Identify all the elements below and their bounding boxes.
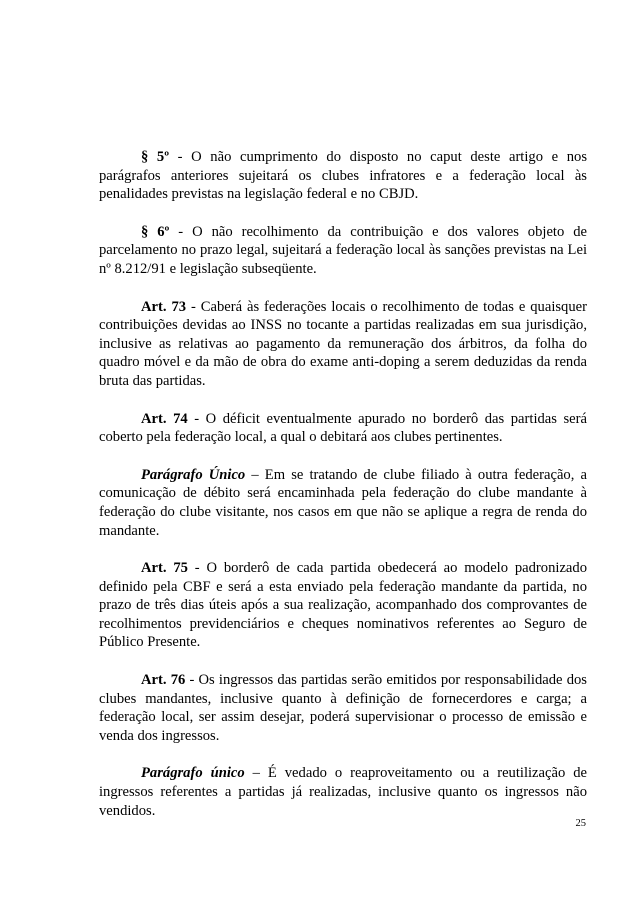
paragraph-section-6 — [99, 223, 587, 279]
paragraph-article-74 — [99, 410, 587, 447]
paragraph-text: – É vedado o reaproveitamento ou a reutilização de ingressos referentes a partidas já realizadas, inclusive quanto os ingressos não vendidos. — [99, 765, 588, 819]
paragraph-text: - O déficit eventualmente apurado no borderô das partidas será coberto pela federação local, a qual o debitará aos clubes pertinentes. — [99, 410, 587, 446]
paragraph-article-76 — [99, 671, 587, 745]
paragraph-text: – Em se tratando de clube filiado à outra federação, a comunicação de débito será encaminhada pela federação do clube mandante à federação do clube visitante, nos casos em que não se aplique a regra de renda do mandante. — [99, 466, 587, 539]
paragraph-label: Art. 76 — [141, 672, 186, 689]
paragraph-text: - O não recolhimento da contribuição e dos valores objeto de parcelamento no prazo legal, sujeitará a federação local às sanções previstas na Lei nº 8.212/91 e legislação subseqüente. — [99, 223, 587, 277]
paragraph-label: Parágrafo único — [141, 765, 245, 782]
paragraph-article-73 — [99, 298, 587, 391]
paragraph-label: § 6º — [141, 223, 170, 240]
paragraph-text: - Caberá às federações locais o recolhimento de todas e quaisquer contribuições devidas ao INSS no tocante a partidas realizadas em sua jurisdição, inclusive as relativas ao pagamento da remuneração dos árbitros, da folha do quadro móvel e da mão de obra do exame anti-doping a serem deduzidas da renda bruta das partidas. — [99, 298, 587, 389]
paragraph-label: Parágrafo Único — [141, 466, 246, 483]
paragraph-label: Art. 74 — [141, 410, 188, 427]
paragraph-section-5 — [99, 148, 587, 204]
paragraph-text: - Os ingressos das partidas serão emitidos por responsabilidade dos clubes mandantes, inclusive quanto à definição de fornecerdores e carga; a federação local, ser assim desejar, poderá supervisionar o processo de emissão e venda dos ingressos. — [99, 672, 587, 744]
paragraph-label: Art. 75 — [141, 560, 188, 577]
page-number: 25 — [575, 818, 586, 829]
paragraph-label: Art. 73 — [141, 298, 187, 315]
paragraph-article-75 — [99, 559, 587, 652]
paragraph-sole-paragraph-74 — [99, 466, 587, 540]
document-body — [99, 148, 587, 839]
paragraph-sole-paragraph-76 — [99, 764, 587, 820]
paragraph-text: - O borderô de cada partida obedecerá ao modelo padronizado definido pela CBF e será a esta enviado pela federação mandante da partida, no prazo de três dias úteis após a sua realização, acompanhado dos comprovantes de recolhimentos previdenciários e cheques nominativos referentes ao Seguro de Público Presente. — [99, 560, 587, 651]
paragraph-label: § 5º — [141, 149, 170, 165]
paragraph-text: - O não cumprimento do disposto no caput deste artigo e nos parágrafos anteriores sujeitará os clubes infratores e a federação local às penalidades previstas na legislação federal e no CBJD. — [99, 149, 588, 203]
